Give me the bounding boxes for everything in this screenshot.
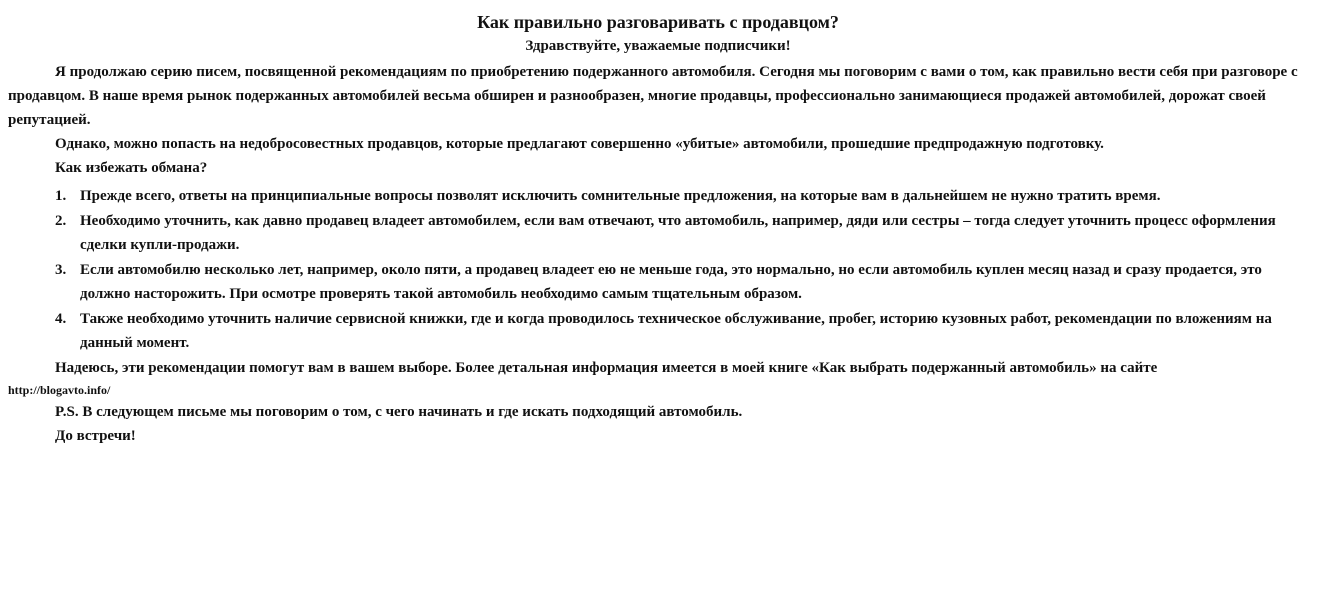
question-paragraph: Как избежать обмана? bbox=[55, 160, 208, 176]
closing-paragraph: Надеюсь, эти рекомендации помогут вам в вашем выборе. Более детальная информация имеется в моей книге «Как выбрать подержанный автомобиль» на сайте bbox=[55, 360, 1158, 376]
list-item-number: 2. bbox=[55, 213, 67, 229]
list-item bbox=[8, 184, 1308, 208]
list-item-number: 3. bbox=[55, 262, 67, 278]
list-item-number: 1. bbox=[55, 188, 67, 204]
list-item-text: Необходимо уточнить, как давно продавец владеет автомобилем, если вам отвечают, что автомобиль, например, дяди или сестры – тогда следует уточнить процесс оформления сделки купли-продажи. bbox=[80, 213, 1276, 253]
article-title: Как правильно разговаривать с продавцом? bbox=[477, 12, 839, 32]
list-item-number: 4. bbox=[55, 311, 67, 327]
list-item bbox=[8, 209, 1308, 257]
warning-paragraph: Однако, можно попасть на недобросовестных продавцов, которые предлагают совершенно «убитые» автомобили, прошедшие предпродажную подготовку. bbox=[55, 136, 1104, 152]
intro-paragraph: Я продолжаю серию писем, посвященной рекомендациям по приобретению подержанного автомобиля. Сегодня мы поговорим с вами о том, как правильно вести себя при разговоре с продавцом. В наше время рынок подержанных автомобилей весьма обширен и разнообразен, многие продавцы, профессионально занимающиеся продажей автомобилей, дорожат своей репутацией. bbox=[8, 64, 1298, 128]
list-item-text: Прежде всего, ответы на принципиальные вопросы позволят исключить сомнительные предложения, на которые вам в дальнейшем не нужно тратить время. bbox=[80, 188, 1161, 204]
list-item-text: Если автомобилю несколько лет, например, около пяти, а продавец владеет ею не меньше года, это нормально, но если автомобиль куплен месяц назад и сразу продается, это должно насторожить. При осмотре проверять такой автомобиль необходимо самым тщательным образом. bbox=[80, 262, 1262, 302]
site-link[interactable]: http://blogavto.info/ bbox=[8, 383, 111, 397]
recommendations-list bbox=[8, 184, 1308, 355]
list-item-text: Также необходимо уточнить наличие сервисной книжки, где и когда проводилось техническое обслуживание, пробег, историю кузовных работ, рекомендации по вложениям на данный момент. bbox=[80, 311, 1272, 351]
ps-paragraph: P.S. В следующем письме мы поговорим о том, с чего начинать и где искать подходящий автомобиль. bbox=[55, 404, 743, 420]
list-item bbox=[8, 307, 1308, 355]
greeting: Здравствуйте, уважаемые подписчики! bbox=[525, 38, 791, 54]
article bbox=[8, 10, 1308, 448]
list-item bbox=[8, 258, 1308, 306]
farewell-paragraph: До встречи! bbox=[55, 428, 136, 444]
